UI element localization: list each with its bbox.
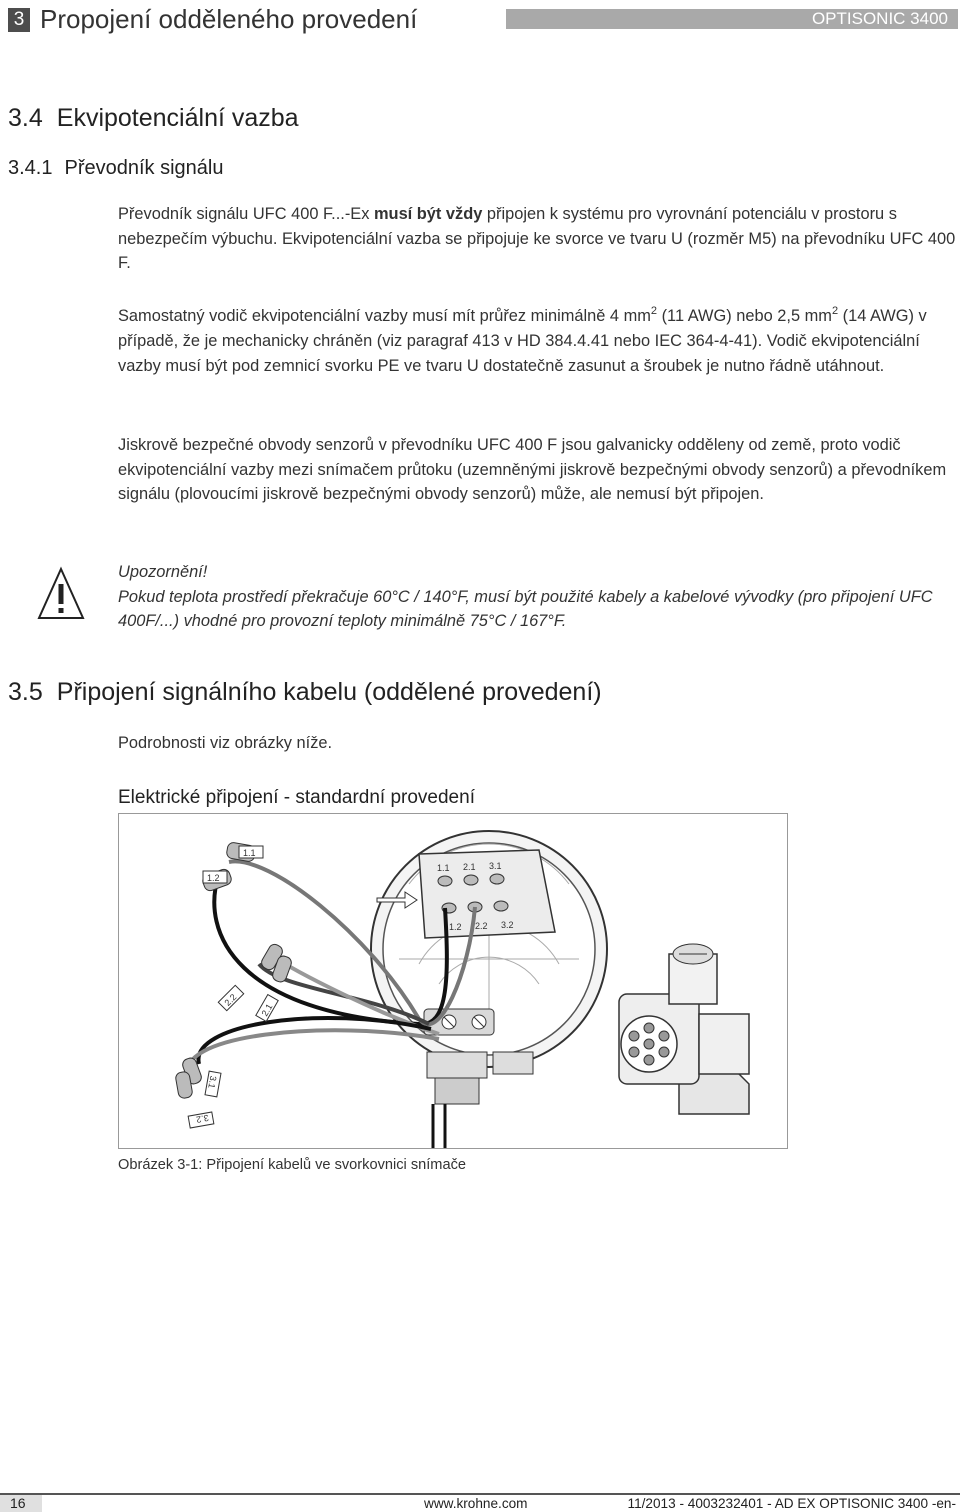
section-title: Ekvipotenciální vazba <box>56 104 299 132</box>
tag-label-3-1: 3.1 <box>206 1075 219 1090</box>
warning-block <box>118 560 958 634</box>
product-bar <box>506 9 958 29</box>
terminal-label-1-2: 1.2 <box>449 922 462 932</box>
wiring-diagram <box>119 814 787 1148</box>
page-number: 16 <box>10 1495 26 1511</box>
terminal-label-3-1: 3.1 <box>489 861 502 871</box>
sensor-connector-plug <box>619 944 749 1114</box>
chapter-number-badge: 3 <box>8 8 30 32</box>
tag-label-1-1: 1.1 <box>243 848 256 858</box>
warning-triangle-icon <box>36 566 86 622</box>
terminal-label-2-1: 2.1 <box>463 862 476 872</box>
terminal-label-1-1: 1.1 <box>437 863 450 873</box>
paragraph-conductor-section: Samostatný vodič ekvipotenciální vazby musí mít průřez minimálně 4 $mm^2$ (11 AWG) nebo 2,5 $mm^2$ (14 AWG) v případě, že je mechanicky chráněn (viz paragraf 413 v HD 384.4.41 nebo IEC 364-4-41). Vodič ekvipotenciální vazby musí být pod zemnicí svorku PE ve tvaru U dostatečně zasunut a šroubek je nutno řádně utáhnout. <box>118 305 927 375</box>
page-header <box>0 0 960 40</box>
paragraph-details: Podrobnosti viz obrázky níže. <box>118 734 333 752</box>
section-title: Připojení signálního kabelu (oddělené provedení) <box>56 678 602 706</box>
warning-title: Upozornění! <box>118 563 208 581</box>
terminal-3-1 <box>490 874 504 884</box>
cable-gland <box>427 1052 487 1078</box>
terminal-1-1 <box>438 876 452 886</box>
wiring-figure <box>118 813 788 1149</box>
tag-label-2-1: 2.1 <box>259 1002 275 1018</box>
figure-caption: Obrázek 3-1: Připojení kabelů ve svorkovnici snímače <box>118 1157 466 1173</box>
warning-text: Pokud teplota prostředí překračuje 60°C / 140°F, musí být použité kabely a kabelové vývodky (pro připojení UFC 400F/...) vhodné pro provozní teploty minimálně 75°C / 167°F. <box>118 587 933 630</box>
tag-label-2-2: 2.2 <box>222 991 239 1008</box>
terminal-label-3-2: 3.2 <box>501 920 514 930</box>
section-title: Převodník signálu <box>64 157 224 179</box>
paragraph-intrinsic-safety: Jiskrově bezpečné obvody senzorů v převodníku UFC 400 F jsou galvanicky odděleny od země, proto vodič ekvipotenciální vazby mezi snímačem průtoku (uzemněnými jiskrově bezpečnými obvody senzorů) a převodníkem signálu (plovoucími jiskrově bezpečnými obvody senzorů) může, ale nemusí být připojen. <box>118 436 947 503</box>
bold-emphasis: musí být vždy <box>373 205 483 223</box>
chapter-title: Propojení odděleného provedení <box>40 4 418 34</box>
section-number: 3.4.1 <box>8 157 53 179</box>
section-number: 3.5 <box>8 678 43 706</box>
terminal-label-2-2: 2.2 <box>475 921 488 931</box>
footer-url: www.krohne.com <box>424 1496 528 1511</box>
figure-subheading: Elektrické připojení - standardní provedení <box>118 787 475 808</box>
product-name: OPTISONIC 3400 <box>811 9 948 28</box>
section-number: 3.4 <box>8 104 43 132</box>
section-3-4-heading <box>8 104 299 133</box>
paragraph-signal-converter: Převodník signálu UFC 400 F...-Ex musí být vždy připojen k systému pro vyrovnání potenciálu v prostoru s nebezpečím výbuchu. Ekvipotenciální vazba se připojuje ke svorce ve tvaru U (rozměr M5) na převodníku UFC 400 F. <box>118 205 956 272</box>
footer-document-id: 11/2013 - 4003232401 - AD EX OPTISONIC 3400 -en- <box>627 1496 956 1511</box>
terminal-3-2 <box>494 901 508 911</box>
section-3-5-heading <box>8 678 602 707</box>
tag-label-1-2: 1.2 <box>207 873 220 883</box>
terminal-2-1 <box>464 875 478 885</box>
tag-label-3-2: 3.2 <box>195 1112 210 1125</box>
section-3-4-1-heading <box>8 157 223 180</box>
